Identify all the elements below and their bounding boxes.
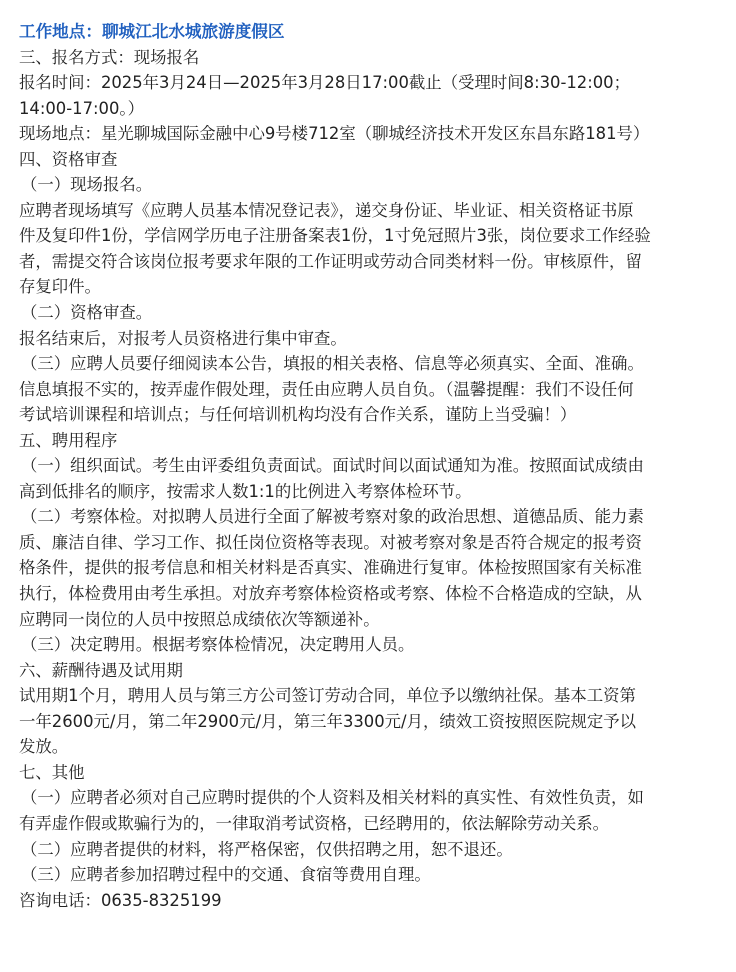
onsite-registration-text-2: 件及复印件1份，学信网学历电子注册备案表1份，1寸免冠照片3张，岗位要求工作经验 — [19, 226, 651, 246]
interview-text: 高到低排名的顺序，按需求人数1:1的比例进入考察体检环节。 — [19, 481, 472, 501]
salary-text-1: 试用期1个月，聘用人员与第三方公司签订劳动合同，单位予以缴纳社保。基本工资第 — [19, 686, 636, 706]
inspection-exam-text-1: 质、廉洁自律、学习工作、拟任岗位资格等表现。对被考察对象是否符合规定的报考资 — [19, 532, 642, 552]
subsection-decide-hiring: （三）决定聘用。根据考察体检情况，决定聘用人员。 — [21, 635, 415, 655]
subsection-interview: （一）组织面试。考生由评委组负责面试。面试时间以面试通知为准。按照面试成绩由 — [21, 456, 644, 476]
other-item-2: （二）应聘者提供的材料，将严格保密，仅供招聘之用，恕不退还。 — [21, 839, 513, 859]
onsite-registration-text-1: 应聘者现场填写《应聘人员基本情况登记表》，递交身份证、毕业证、相关资格证书原 — [19, 200, 634, 220]
subsection-qualification-check: （二）资格审查。 — [21, 303, 153, 323]
section-registration-method: 三、报名方式：现场报名 — [19, 47, 200, 67]
read-notice-text-2: 考试培训课程和培训点；与任何培训机构均没有合作关系，谨防上当受骗！） — [19, 405, 577, 425]
subsection-read-notice: （三）应聘人员要仔细阅读本公告，填报的相关表格、信息等必须真实、全面、准确。 — [21, 354, 644, 374]
qualification-check-text: 报名结束后，对报考人员资格进行集中审查。 — [19, 328, 347, 348]
inspection-exam-text-3: 执行，体检费用由考生承担。对放弃考察体检资格或考察、体检不合格造成的空缺，从 — [19, 584, 642, 604]
inspection-exam-text-2: 格条件，提供的报考信息和相关材料是否真实、准确进行复审。体检按照国家有关标准 — [19, 558, 642, 578]
location-label: 工作地点： — [19, 22, 102, 41]
registration-time-cont: 14:00-17:00。） — [19, 98, 144, 118]
other-item-1-cont: 有弄虚作假或欺骗行为的，一律取消考试资格，已经聘用的，依法解除劳动关系。 — [19, 813, 610, 833]
registration-time: 报名时间：2025年3月24日—2025年3月28日17:00截止（受理时间8:30-12:00； — [19, 73, 630, 93]
section-salary-probation: 六、薪酬待遇及试用期 — [19, 660, 183, 680]
section-other: 七、其他 — [19, 762, 85, 782]
other-item-3: （三）应聘者参加招聘过程中的交通、食宿等费用自理。 — [21, 865, 431, 885]
section-qualification-review: 四、资格审查 — [19, 149, 118, 169]
onsite-registration-text-4: 存复印件。 — [19, 277, 101, 297]
salary-text-2: 一年2600元/月，第二年2900元/月，第三年3300元/月，绩效工资按照医院规定予以 — [19, 711, 637, 731]
location-value: 聊城江北水城旅游度假区 — [101, 22, 285, 41]
inspection-exam-text-4: 应聘同一岗位的人员中按照总成绩依次等额递补。 — [19, 609, 380, 629]
section-hiring-procedure: 五、聘用程序 — [19, 430, 118, 450]
registration-location: 现场地点：星光聊城国际金融中心9号楼712室（聊城经济技术开发区东昌东路181号） — [19, 124, 650, 144]
salary-text-3: 发放。 — [19, 737, 69, 757]
subsection-onsite-registration: （一）现场报名。 — [21, 175, 153, 195]
location-title — [19, 19, 715, 45]
onsite-registration-text-3: 者，需提交符合该岗位报考要求年限的工作证明或劳动合同类材料一份。审核原件，留 — [19, 251, 642, 271]
subsection-inspection-exam: （二）考察体检。对拟聘人员进行全面了解被考察对象的政治思想、道德品质、能力素 — [21, 507, 644, 527]
contact-phone: 咨询电话：0635-8325199 — [19, 890, 222, 910]
other-item-1: （一）应聘者必须对自己应聘时提供的个人资料及相关材料的真实性、有效性负责，如 — [21, 788, 644, 808]
read-notice-text-1: 信息填报不实的，按弄虚作假处理，责任由应聘人员自负。（温馨提醒：我们不设任何 — [19, 379, 634, 399]
